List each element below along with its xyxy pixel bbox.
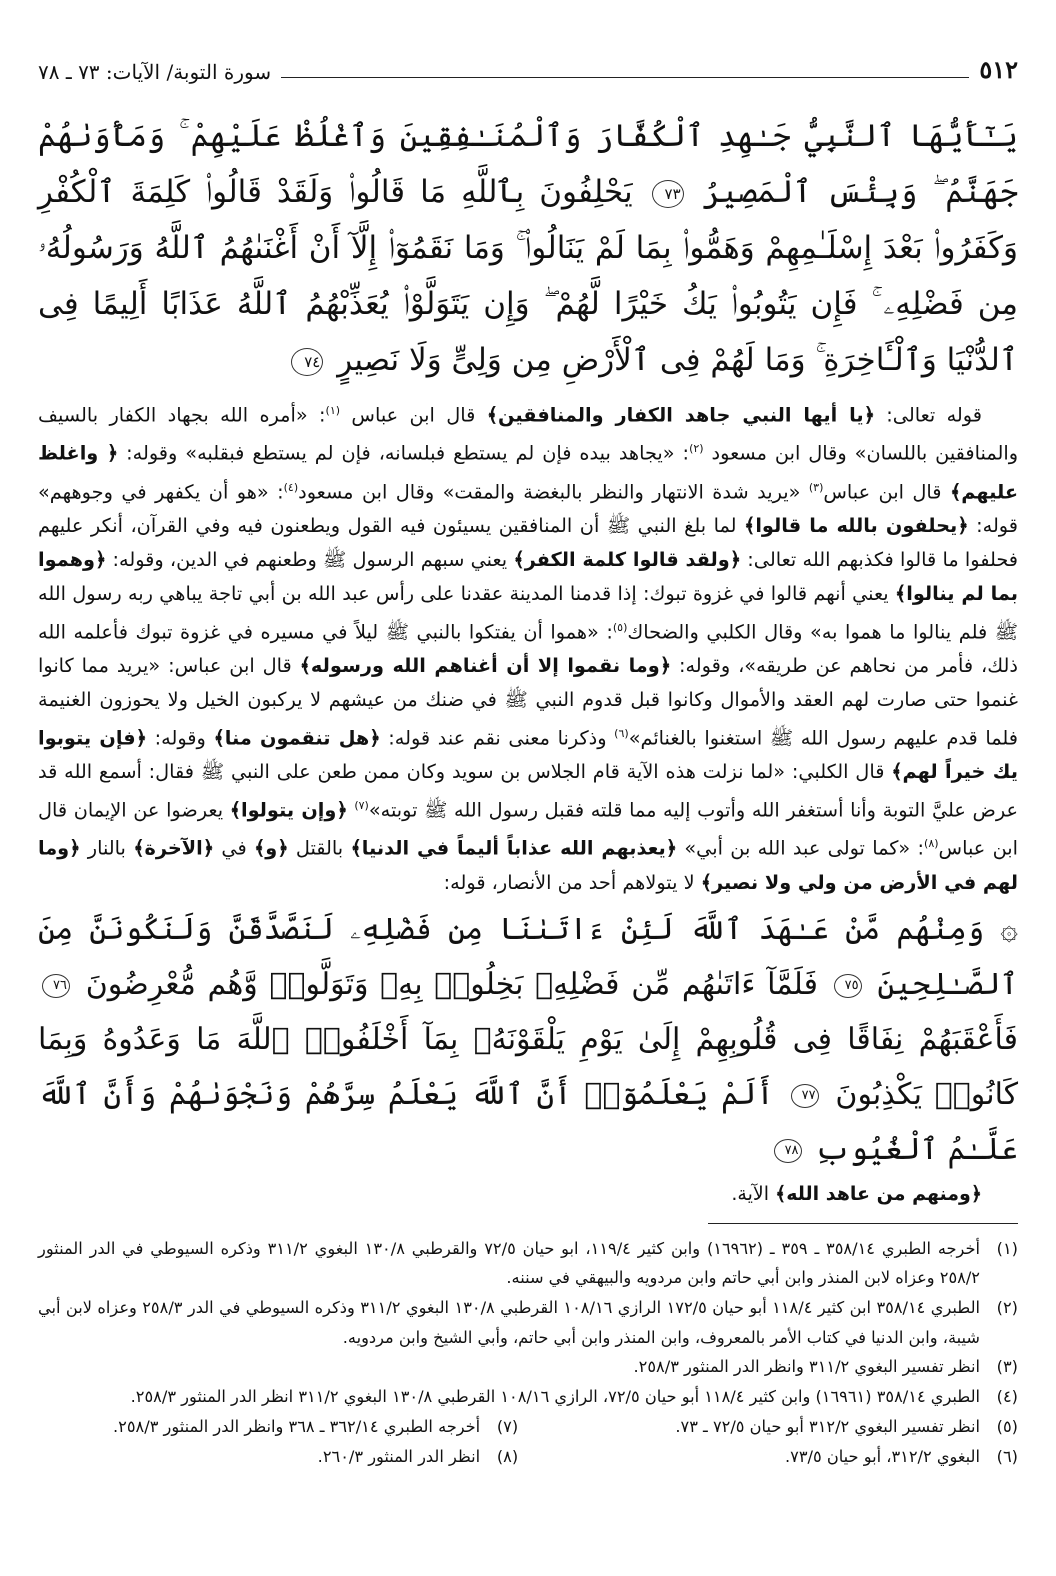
quote: ﴿ولقد قالوا كلمة الكفر﴾	[513, 547, 742, 571]
quote: ﴿وإن يتولوا﴾	[229, 798, 348, 822]
footnote-text: انظر تفسير البغوي ٣١١/٢ وانظر الدر المنثور ٢٥٨/٣.	[633, 1357, 980, 1377]
footnote-item	[538, 1412, 1018, 1442]
footnote-ref: (٤)	[283, 480, 299, 494]
footnote-number: (٧)	[496, 1416, 519, 1436]
footnote-item	[38, 1412, 518, 1442]
ayah-number-78: ٧٨	[774, 1139, 802, 1163]
footnote-number: (٨)	[496, 1446, 519, 1466]
text-run: قال ابن عباس	[340, 403, 487, 427]
text-run: قال الكلبي: «لما نزلت هذه الآية قام الجلاس بن سويد وكان ممن طعن على النبي ﷺ فقال: أسمع الله قد عرض عليَّ التوبة وأنا أستغفر الله وأتوب إليه مما قلته فقبل رسول الله ﷺ توبته»	[38, 760, 1018, 822]
quote: ﴿ومنهم من عاهد الله﴾	[775, 1182, 982, 1205]
text-run: لا يتولاهم أحد من الأنصار، قوله:	[443, 870, 701, 894]
footnote-item	[38, 1234, 1018, 1293]
quote: ﴿يا أيها النبي جاهد الكفار والمنافقين﴾	[486, 403, 875, 427]
quran-verses-75-78	[38, 902, 1018, 1177]
text-run: لما بلغ النبي ﷺ أن المنافقين يسيئون فيه القول ويطعنون فيه وفي القرآن، أنكر عليهم فحلفوا ما قالوا فكذبهم الله تعالى:	[38, 513, 1018, 571]
text-run: بالقتل	[288, 836, 351, 860]
footnote-columns	[38, 1412, 1018, 1471]
text-run: بالنار	[80, 836, 134, 860]
ayah-number-77: ٧٧	[791, 1084, 819, 1108]
ayah-78: أَلَمْ يَعْلَمُوٓا۟ أَنَّ ٱللَّهَ يَعْلَمُ سِرَّهُمْ وَنَجْوَىٰهُمْ وَأَنَّ ٱللَّهَ عَلَّـٰمُ ٱلْغُيُوبِ	[38, 1076, 1018, 1167]
tafsir-paragraph	[38, 394, 1018, 900]
ayah-73: يَـٰٓأَيُّهَا ٱلنَّبِيُّ جَـٰهِدِ ٱلْكُفَّارَ وَٱلْمُنَـٰفِقِينَ وَٱغْلُظْ عَلَيْهِمْ ۚ وَمَأْوَىٰهُمْ جَهَنَّمُ ۖ وَبِئْسَ ٱلْمَصِيرُ	[38, 118, 1018, 210]
footnote-item	[38, 1382, 1018, 1412]
footnote-text: أخرجه الطبري ٣٥٨/١٤ ـ ٣٥٩ ـ (١٦٩٦٢) وابن كثير ١١٩/٤، ابو حيان ٧٢/٥ والقرطبي ١٣٠/٨ البغوي ٣١١/٢ وذكره السيوطي في الدر المنثور ٢٥٨/٢ وعزاه لابن المنذر وابن أبي حاتم وابن مردويه والبيهقي في سننه.	[38, 1238, 980, 1288]
text-run: وذكرنا معنى نقم عند قوله:	[380, 726, 615, 750]
ayah-76: فَلَمَّآ ءَاتَىٰهُم مِّن فَضْلِهِۦ بَخِلُوا۟ بِهِۦ وَتَوَلَّوا۟ وَّهُم مُّعْرِضُونَ	[85, 966, 818, 1002]
footnote-item	[38, 1293, 1018, 1352]
quote: ﴿الآخرة﴾	[133, 836, 215, 860]
quote: ﴿وما نقموا إلا أن أغناهم الله ورسوله﴾	[299, 654, 672, 678]
footnote-item	[38, 1442, 518, 1472]
text-run: : «يجاهد بيده فإن لم يستطع فبلسانه، فإن لم يستطع فبقلبه» وقوله:	[118, 441, 690, 465]
text-run: «يريد شدة الانتهار والنظر بالبغضة والمقت» وقال ابن مسعود	[298, 480, 809, 504]
book-page	[38, 56, 1018, 1556]
text-run: قوله تعالى:	[874, 403, 982, 427]
surah-title: سورة التوبة/ الآيات: ٧٣ ـ ٧٨	[38, 60, 272, 84]
quote: ﴿هل تنقمون منا﴾	[213, 726, 381, 750]
quran-verses-73-74	[38, 108, 1018, 388]
quote: ﴿يحلفون بالله ما قالوا﴾	[744, 513, 969, 537]
quote: ﴿وما لهم في الأرض من ولي ولا نصير﴾	[38, 836, 1018, 894]
footnotes	[38, 1234, 1018, 1472]
footnote-ref: (٢)	[689, 442, 704, 456]
footnote-ref: (١)	[325, 404, 341, 417]
footnote-divider	[708, 1223, 1018, 1224]
ayah-75: وَمِنْهُم مَّنْ عَـٰهَدَ ٱللَّهَ لَئِنْ ءَاتَىٰنَا مِن فَضْلِهِۦ لَنَصَّدَّقَنَّ وَلَنَكُونَنَّ مِنَ ٱلصَّـٰلِحِينَ	[38, 911, 1018, 1002]
ayah-number-74: ٧٤	[291, 348, 323, 376]
text-run: قال ابن عباس: «يريد مما كانوا غنموا حتى صارت لهم العقد والأموال وكانوا قبل قدوم النبي ﷺ في ضنك من عيشهم لا يركبون الخيل ولا يحوزون الغنيمة فلما قدم عليهم رسول الله ﷺ استغنوا بالغنائم»	[38, 654, 1019, 750]
footnote-item	[538, 1442, 1018, 1472]
header-rule	[281, 77, 969, 78]
ayah-77: فَأَعْقَبَهُمْ نِفَاقًا فِى قُلُوبِهِمْ إِلَىٰ يَوْمِ يَلْقَوْنَهُۥ بِمَآ أَخْلَفُوا۟ ٱللَّهَ مَا وَعَدُوهُ وَبِمَا كَانُوا۟ يَكْذِبُونَ	[38, 1021, 1018, 1112]
section-closing	[38, 1183, 1018, 1205]
ayah-number-73: ٧٣	[652, 180, 684, 208]
footnote-ref: (٥)	[612, 620, 628, 634]
footnote-number: (٤)	[996, 1387, 1018, 1407]
footnote-text: انظر الدر المنثور ٢٦٠/٣.	[317, 1446, 481, 1466]
footnote-text: الطبري ٣٥٨/١٤ ابن كثير ١١٨/٤ أبو حيان ١٧٢/٥ الرازي ١٠٨/١٦ القرطبي ١٣٠/٨ البغوي ٣١١/٢ وذكره السيوطي في الدر ٢٥٨/٣ وعزاه لابن أبي شيبة، وابن الدنيا في كتاب الأمر بالمعروف، وابن المنذر وابن أبي حاتم، وأبي الشيخ وابن مردويه.	[38, 1298, 981, 1347]
text-run: : «كما تولى عبد الله بن أبي»	[677, 836, 925, 860]
tafsir-text	[38, 394, 1018, 900]
ayah-number-76: ٧٦	[42, 974, 70, 998]
footnote-text: أخرجه الطبري ٣٦٢/١٤ ـ ٣٦٨ وانظر الدر المنثور ٢٥٨/٣.	[113, 1416, 481, 1436]
text-run: يعني سبهم الرسول ﷺ وطعنهم في الدين، وقوله:	[106, 547, 514, 571]
footnote-ref: (٨)	[924, 837, 939, 851]
page-header	[38, 56, 1018, 84]
footnote-item	[38, 1352, 1018, 1382]
text-run: : «هو أن يكفهر في وجوههم» قوله:	[38, 480, 1018, 537]
text-run: يعني أنهم قالوا في غزوة تبوك: إذا قدمنا المدينة عقدنا على رأس عبد الله بن أبي تاجة يباهي ربه رسول الله ﷺ فلم ينالوا ما هموا به» وقال الكلبي والضحاك	[38, 581, 1018, 644]
page-number: ٥١٢	[979, 55, 1018, 84]
quote: ﴿و﴾	[253, 836, 289, 860]
footnote-column-right	[538, 1412, 1018, 1471]
quote: ﴿وهموا بما لم ينالوا﴾	[38, 547, 1018, 605]
footnote-ref: (٦)	[614, 726, 629, 740]
footnote-number: (٢)	[996, 1298, 1018, 1318]
quote: ﴿فإن يتوبوا يك خيراً لهم﴾	[38, 726, 1018, 784]
hizb-star-icon: ۞	[1000, 911, 1018, 947]
footnote-number: (١)	[996, 1238, 1018, 1258]
footnote-ref: (٧)	[354, 799, 369, 813]
footnote-ref: (٣)	[808, 480, 824, 494]
text-run: وقوله:	[146, 726, 214, 750]
footnote-number: (٣)	[996, 1357, 1018, 1377]
text-run: في	[214, 836, 254, 860]
footnote-number: (٦)	[996, 1446, 1018, 1466]
footnote-text: البغوي ٣١٢/٢، أبو حيان ٧٣/٥.	[785, 1446, 980, 1466]
footnote-text: الطبري ٣٥٨/١٤ (١٦٩٦١) وابن كثير ١١٨/٤ أبو حيان ٧٢/٥، الرازي ١٠٨/١٦ القرطبي ١٣٠/٨ البغوي ٣١١/٢ انظر الدر المنثور ٢٥٨/٣.	[130, 1387, 980, 1407]
text-run: قال ابن عباس	[823, 480, 950, 504]
footnote-text: انظر تفسير البغوي ٣١٢/٢ أبو حيان ٧٢/٥ ـ ٧٣.	[675, 1416, 980, 1436]
quote: ﴿يعذبهم الله عذاباً أليماً في الدنيا﴾	[350, 836, 678, 860]
footnote-number: (٥)	[996, 1416, 1018, 1436]
text-run: يعرضوا عن الإيمان قال ابن عباس	[38, 798, 1018, 860]
text-run: : «أمره الله بجهاد الكفار بالسيف والمنافقين باللسان» وقال ابن مسعود	[38, 403, 1019, 465]
text-run: : «هموا أن يفتكوا بالنبي ﷺ ليلاً في مسيره في غزوة تبوك فأعلمه الله ذلك، فأمر من نحاهم عن طريقه»، وقوله:	[38, 620, 1018, 678]
text-run: الآية.	[731, 1182, 776, 1205]
ayah-number-75: ٧٥	[834, 974, 862, 998]
quote: ﴿ واغلظ عليهم﴾	[38, 441, 1018, 504]
footnote-column-left	[38, 1412, 518, 1471]
ayah-74: يَحْلِفُونَ بِٱللَّهِ مَا قَالُوا۟ وَلَقَدْ قَالُوا۟ كَلِمَةَ ٱلْكُفْرِ وَكَفَرُوا۟ بَعْدَ إِسْلَـٰمِهِمْ وَهَمُّوا۟ بِمَا لَمْ يَنَالُوا۟ ۚ وَمَا نَقَمُوٓا۟ إِلَّآ أَنْ أَغْنَىٰهُمُ ٱللَّهُ وَرَسُولُهُۥ مِن فَضْلِهِۦ ۚ فَإِن يَتُوبُوا۟ يَكُ خَيْرًا لَّهُمْ ۖ وَإِن يَتَوَلَّوْا۟ يُعَذِّبْهُمُ ٱللَّهُ عَذَابًا أَلِيمًا فِى ٱلدُّنْيَا وَٱلْـَٔاخِرَةِ ۚ وَمَا لَهُمْ فِى ٱلْأَرْضِ مِن وَلِىٍّ وَلَا نَصِيرٍ	[38, 174, 1018, 378]
